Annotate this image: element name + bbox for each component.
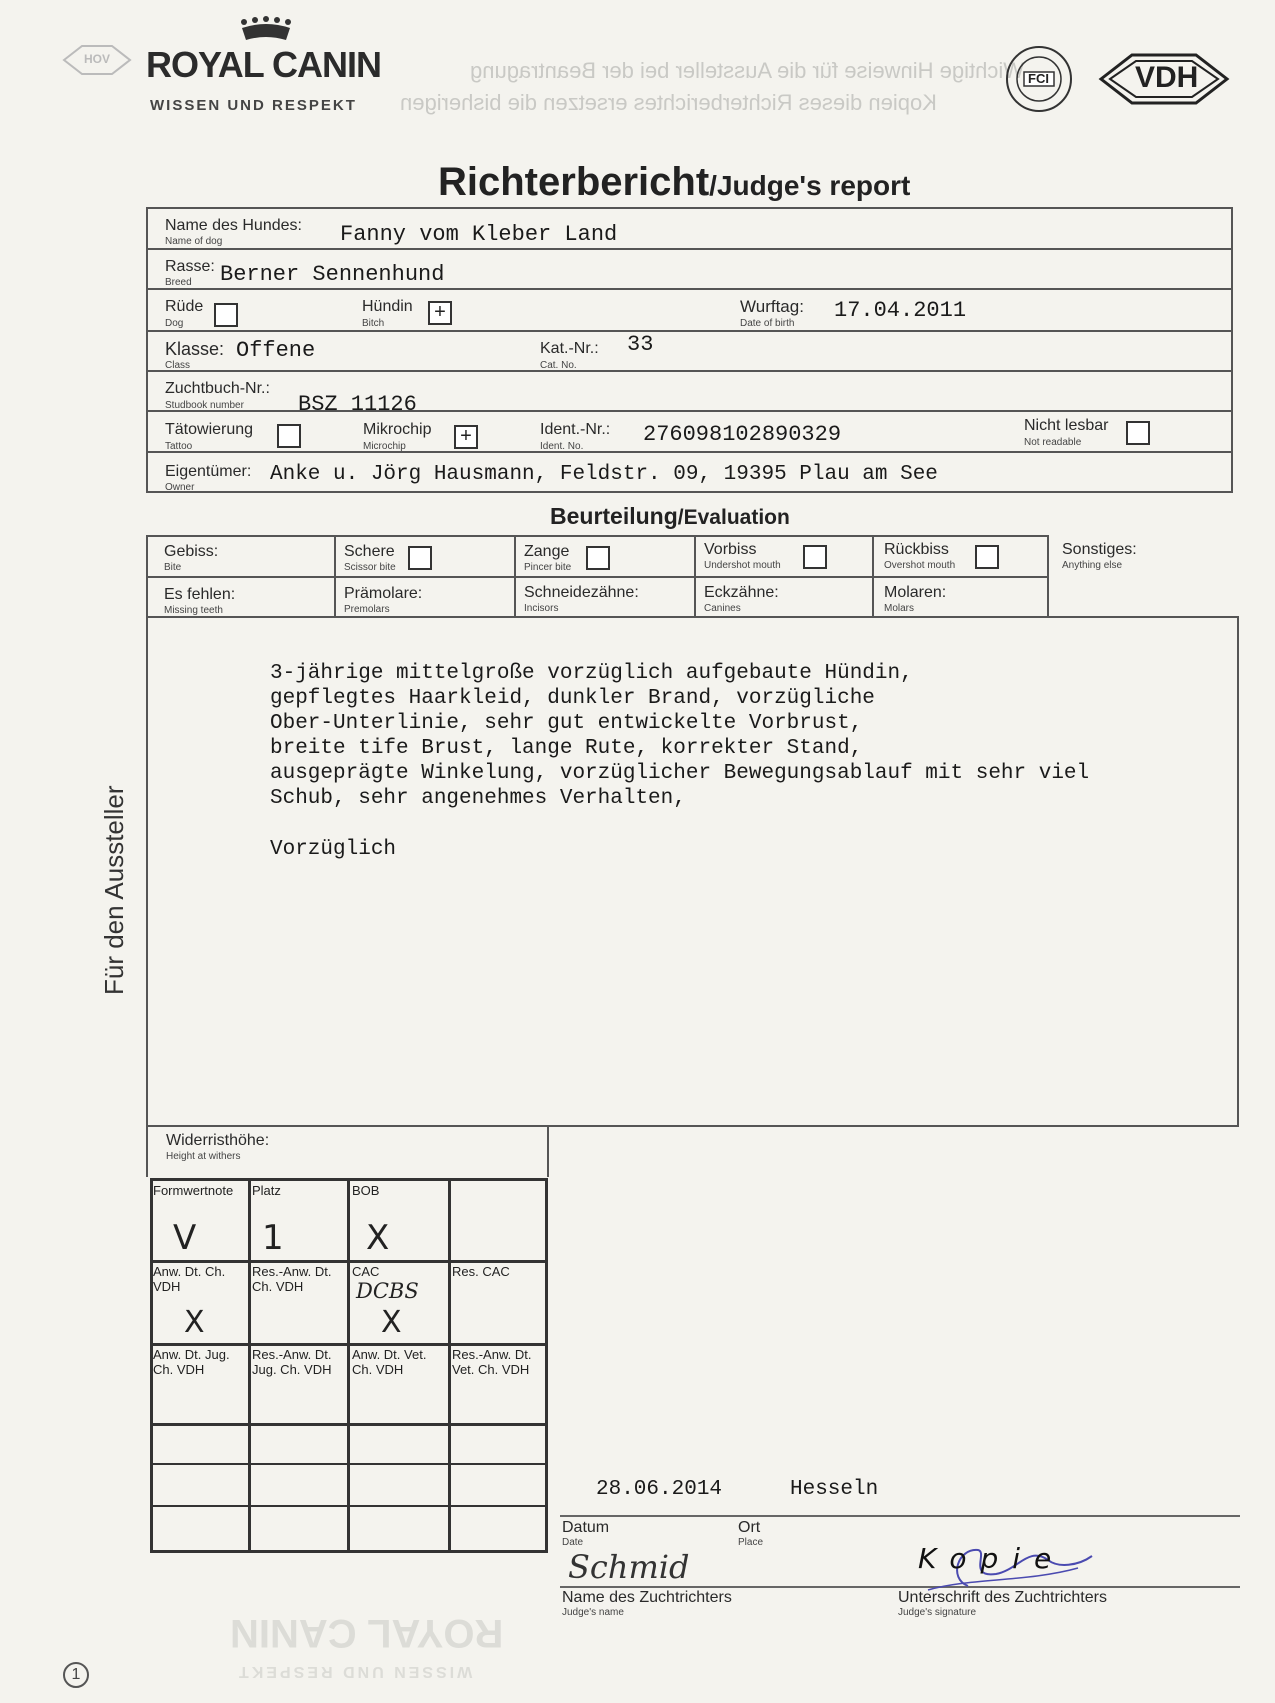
vdh-logo xyxy=(1098,52,1230,106)
canines-label: Eckzähne: xyxy=(704,584,779,601)
female-checkbox[interactable]: + xyxy=(428,301,452,325)
missing-sub: Missing teeth xyxy=(164,605,223,616)
pincer-label: Zange xyxy=(524,543,570,560)
bite-sub: Bite xyxy=(164,562,182,573)
tattoo-checkbox[interactable] xyxy=(277,424,301,448)
mirrored-tagline-watermark: WISSEN UND RESPEKT xyxy=(236,1663,473,1680)
fci-logo-text: FCI xyxy=(1028,71,1049,86)
class-sub: Class xyxy=(165,360,191,371)
height-sub: Height at withers xyxy=(166,1151,241,1162)
result-header-res-anw-vet: Res.-Anw. Dt. Vet. Ch. VDH xyxy=(452,1347,532,1377)
fci-logo xyxy=(1004,44,1074,114)
premolars-sub: Premolars xyxy=(344,604,390,615)
ident-sub: Ident. No. xyxy=(540,441,584,452)
catno-sub: Cat. No. xyxy=(540,360,577,371)
evaluation-grade: Vorzüglich xyxy=(270,838,397,861)
result-header-res-anw-ch: Res.-Anw. Dt. Ch. VDH xyxy=(252,1264,332,1294)
chip-checkbox[interactable]: + xyxy=(454,425,478,449)
evaluation-title xyxy=(550,503,790,530)
place-label: Ort xyxy=(738,1519,761,1536)
dob-sub: Date of birth xyxy=(740,318,795,329)
page-title xyxy=(438,160,910,205)
scissor-sub: Scissor bite xyxy=(344,562,396,573)
scissor-label: Schere xyxy=(344,543,395,560)
ident-label: Ident.-Nr.: xyxy=(540,421,611,438)
scissor-checkbox[interactable] xyxy=(408,546,432,570)
tattoo-sub: Tattoo xyxy=(165,441,193,452)
bleed-through-line-2: Kopien dieses Richterberichtes ersetzen die bisherigen xyxy=(400,90,937,115)
female-label: Hündin xyxy=(362,298,413,315)
overshot-sub: Overshot mouth xyxy=(884,560,956,571)
catno-value: 33 xyxy=(627,332,654,357)
overshot-checkbox[interactable] xyxy=(975,545,999,569)
unreadable-sub: Not readable xyxy=(1024,437,1082,448)
catno-label: Kat.-Nr.: xyxy=(540,340,599,357)
male-sub: Dog xyxy=(165,318,184,329)
bite-label: Gebiss: xyxy=(164,543,219,560)
undershot-checkbox[interactable] xyxy=(803,545,827,569)
pincer-checkbox[interactable] xyxy=(586,546,610,570)
studbook-label: Zuchtbuch-Nr.: xyxy=(165,380,270,397)
title-sub: /Judge's report xyxy=(709,170,911,201)
date-label: Datum xyxy=(562,1519,610,1536)
evaluation-title-main: Beurteilung xyxy=(550,503,678,529)
dog-name-label: Name des Hundes: xyxy=(165,217,302,234)
male-label: Rüde xyxy=(165,298,204,315)
result-value-grade: V xyxy=(173,1218,197,1258)
tattoo-label: Tätowierung xyxy=(165,421,254,438)
hov-logo xyxy=(62,44,132,76)
dob-label: Wurftag: xyxy=(740,297,804,316)
result-header-anw-vet: Anw. Dt. Vet. Ch. VDH xyxy=(352,1347,427,1377)
result-header-place: Platz xyxy=(252,1183,281,1198)
evaluation-line-2: gepflegtes Haarkleid, dunkler Brand, vorzügliche xyxy=(270,687,875,710)
unreadable-label: Nicht lesbar xyxy=(1024,417,1109,434)
missing-label: Es fehlen: xyxy=(164,586,236,603)
incisors-sub: Incisors xyxy=(524,603,559,614)
result-header-res-cac: Res. CAC xyxy=(452,1264,510,1279)
judge-name-sub: Judge's name xyxy=(562,1607,624,1618)
evaluation-line-4: breite tife Brust, lange Rute, korrekter Stand, xyxy=(270,737,863,760)
molars-sub: Molars xyxy=(884,603,915,614)
copy-stamp: Kopie xyxy=(918,1542,1066,1575)
signature-sub: Judge's signature xyxy=(898,1607,977,1618)
evaluation-title-sub: /Evaluation xyxy=(677,506,790,529)
female-sub: Bitch xyxy=(362,318,385,329)
overshot-label: Rückbiss xyxy=(884,541,949,558)
breed-value: Berner Sennenhund xyxy=(220,262,445,287)
height-label: Widerristhöhe: xyxy=(166,1132,270,1149)
crown-icon xyxy=(238,16,294,44)
owner-label: Eigentümer: xyxy=(165,463,252,480)
chip-sub: Microchip xyxy=(363,441,406,452)
undershot-label: Vorbiss xyxy=(704,541,757,558)
evaluation-line-6: Schub, sehr angenehmes Verhalten, xyxy=(270,787,686,810)
page-number xyxy=(63,1662,89,1688)
class-label: Klasse: xyxy=(165,339,225,359)
male-checkbox[interactable] xyxy=(214,303,238,327)
hov-logo-text: HOV xyxy=(84,52,111,66)
result-value-cac: X xyxy=(381,1305,402,1340)
result-header-res-anw-jug: Res.-Anw. Dt. Jug. Ch. VDH xyxy=(252,1347,332,1377)
side-label: Für den Aussteller xyxy=(99,785,129,995)
bleed-through-line-1: Wichtige Hinweise für die Aussteller bei der Beantragung xyxy=(470,58,1024,83)
vdh-logo-text: VDH xyxy=(1135,61,1199,94)
result-dcbs-note: DCBS xyxy=(356,1279,419,1303)
result-header-anw-jug: Anw. Dt. Jug. Ch. VDH xyxy=(153,1347,230,1377)
unreadable-checkbox[interactable] xyxy=(1126,421,1150,445)
result-value-anw-ch: X xyxy=(184,1305,205,1340)
brand-logo: ROYAL CANIN xyxy=(146,44,382,85)
dob-value: 17.04.2011 xyxy=(834,298,967,323)
title-main: Richterbericht xyxy=(438,160,710,204)
chip-label: Mikrochip xyxy=(363,421,432,438)
judge-name-label: Name des Zuchtrichters xyxy=(562,1589,732,1606)
premolars-label: Prämolare: xyxy=(344,585,423,602)
studbook-sub: Studbook number xyxy=(165,400,244,411)
pincer-sub: Pincer bite xyxy=(524,562,572,573)
other-sub: Anything else xyxy=(1062,560,1123,571)
place-sub: Place xyxy=(738,1537,764,1548)
incisors-label: Schneidezähne: xyxy=(524,584,639,601)
owner-value: Anke u. Jörg Hausmann, Feldstr. 09, 19395 Plau am See xyxy=(270,463,938,486)
result-header-anw-ch: Anw. Dt. Ch. VDH xyxy=(153,1264,226,1294)
evaluation-line-3: Ober-Unterlinie, sehr gut entwickelte Vorbrust, xyxy=(270,712,863,735)
mirrored-brand-watermark: ROYAL CANIN xyxy=(230,1611,504,1655)
studbook-value: BSZ 11126 xyxy=(298,392,417,417)
show-place: Hesseln xyxy=(790,1478,879,1501)
ident-value: 276098102890329 xyxy=(643,422,842,447)
result-value-bob: X xyxy=(366,1218,390,1258)
breed-sub: Breed xyxy=(165,277,192,288)
canines-sub: Canines xyxy=(704,603,741,614)
owner-sub: Owner xyxy=(165,482,195,493)
dog-name-value: Fanny vom Kleber Land xyxy=(340,222,618,247)
dog-name-sub: Name of dog xyxy=(165,236,223,247)
date-sub: Date xyxy=(562,1537,584,1548)
brand-tagline: WISSEN UND RESPEKT xyxy=(150,97,357,114)
result-header-bob: BOB xyxy=(352,1183,380,1198)
show-date: 28.06.2014 xyxy=(596,1478,723,1501)
breed-label: Rasse: xyxy=(165,258,215,275)
result-value-place: 1 xyxy=(262,1218,284,1258)
signature-label: Unterschrift des Zuchtrichters xyxy=(898,1589,1107,1606)
molars-label: Molaren: xyxy=(884,584,947,601)
class-value: Offene xyxy=(236,338,316,363)
evaluation-line-5: ausgeprägte Winkelung, vorzüglicher Bewegungsablauf mit sehr viel xyxy=(270,762,1090,785)
judge-signature-name: Schmid xyxy=(568,1548,690,1586)
result-header-grade: Formwertnote xyxy=(153,1183,234,1198)
other-label: Sonstiges: xyxy=(1062,541,1137,558)
evaluation-line-1: 3-jährige mittelgroße vorzüglich aufgebaute Hündin, xyxy=(270,662,913,685)
page-number-text: 1 xyxy=(71,1666,81,1683)
result-header-cac: CAC xyxy=(352,1264,380,1279)
undershot-sub: Undershot mouth xyxy=(704,560,781,571)
